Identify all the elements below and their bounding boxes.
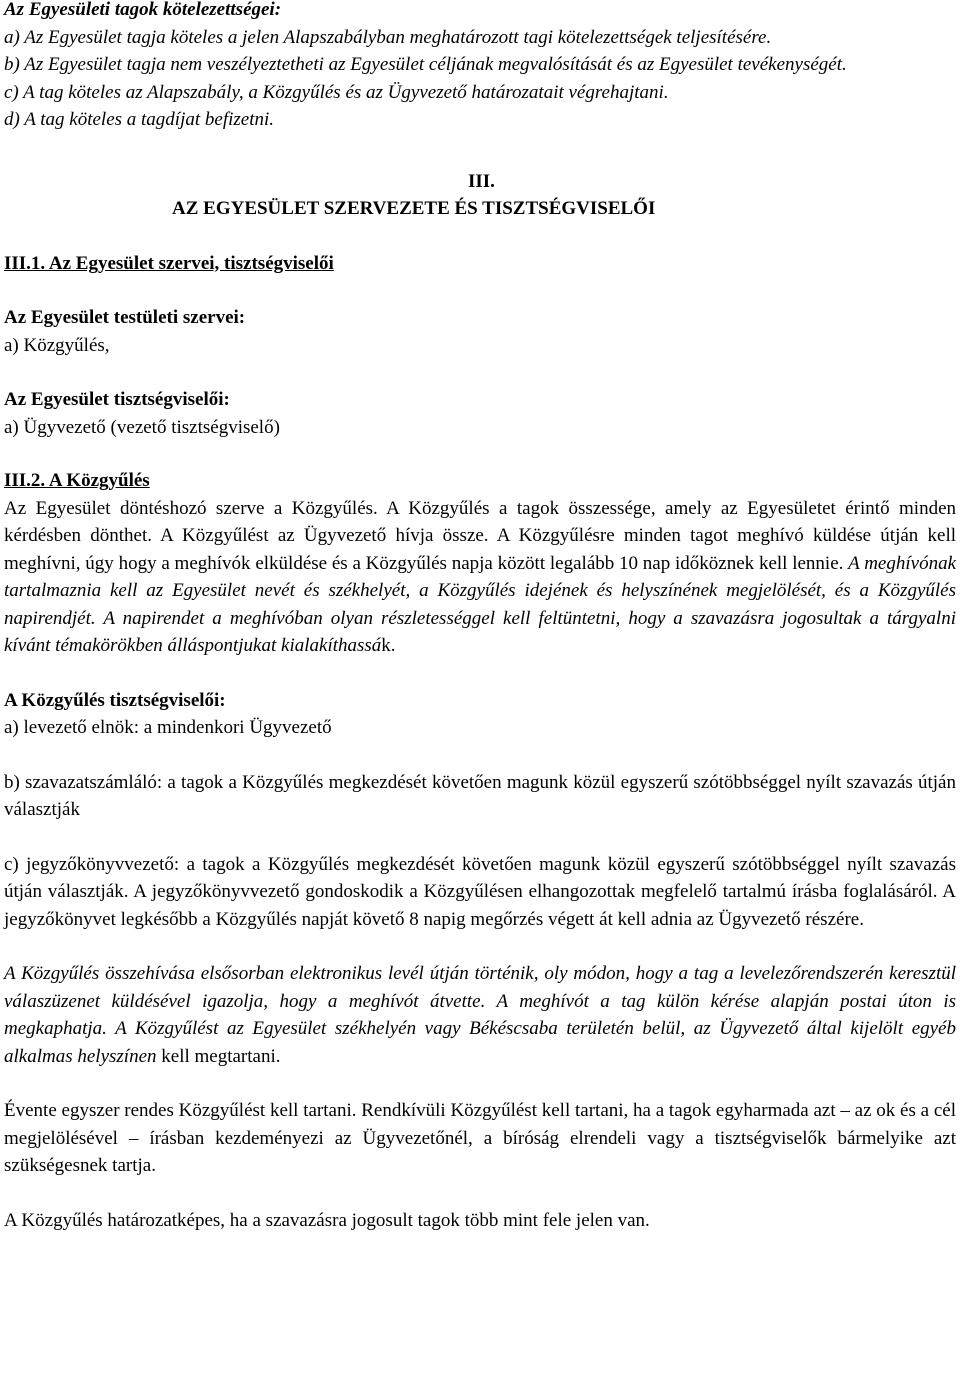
document-page xyxy=(4,0,956,1234)
p1-normal: Az Egyesület döntéshozó szerve a Közgyűlés. A Közgyűlés a tagok összessége, amely az Egyesületet érintő minden kérdésben dönthet. A Közgyűlést az Ügyvezető hívja össze. A Közgyűlésre minden tagot meghívó küldése útján kell meghívni, úgy hogy a meghívók elküldése és a Közgyűlés napja között legalább 10 nap időköznek kell lennie. xyxy=(4,497,956,574)
officers-item-a: a) Ügyvezető (vezető tisztségviselő) xyxy=(4,416,280,438)
obligation-c: c) A tag köteles az Alapszabály, a Közgyűlés és az Ügyvezető határozatait végrehajtani. xyxy=(4,81,669,103)
officers-label: Az Egyesület tisztségviselői: xyxy=(4,389,230,410)
annual-assembly-paragraph: Évente egyszer rendes Közgyűlést kell tartani. Rendkívüli Közgyűlést kell tartani, ha a tagok egyharmada azt – az ok és a cél megjelölésével – írásban kezdeményezi az Ügyvezetőnél, a bíróság elrendeli vagy a tisztségviselők bármelyike azt szükségesnek tartja. xyxy=(4,1100,956,1176)
obligations-heading: Az Egyesületi tagok kötelezettségei: xyxy=(4,0,282,20)
convene-tail: kell megtartani. xyxy=(156,1045,281,1067)
bodies-label: Az Egyesület testületi szervei: xyxy=(4,307,246,328)
obligation-d: d) A tag köteles a tagdíjat befizetni. xyxy=(4,109,275,130)
section1-heading: III.1. Az Egyesület szervei, tisztségviselői xyxy=(4,252,334,274)
section2-heading: III.2. A Közgyűlés xyxy=(4,470,150,491)
obligation-a: a) Az Egyesület tagja köteles a jelen Alapszabályban meghatározott tagi kötelezettségek teljesítésére. xyxy=(4,26,772,48)
chapter-title: AZ EGYESÜLET SZERVEZETE ÉS TISZTSÉGVISELŐI xyxy=(172,198,656,219)
p1-tail: k. xyxy=(381,635,396,656)
chapter-number: III. xyxy=(468,170,495,192)
p1-italic: A meghívónak tartalmaznia kell az Egyesület nevét és székhelyét, a Közgyűlés idejének és helyszínének megjelölését, és a Közgyűlés napirendjét. A napirendet a meghívóban olyan részletességgel kell feltüntetni, hogy a szavazásra jogosultak a tárgyalni kívánt témakörökben álláspontjukat kialakíthassá xyxy=(4,552,957,656)
convene-italic: A Közgyűlés összehívása elsősorban elektronikus levél útján történik, oly módon, hogy a tag a levelezőrendszerén keresztül válaszüzenet küldésével igazolja, hogy a meghívót átvette. A meghívót a tag külön kérése alapján postai úton is megkaphatja. A Közgyűlést az Egyesület székhelyén vagy Békéscsaba területén belül, az Ügyvezető által kijelölt egyéb alkalmas helyszínen xyxy=(4,963,956,1067)
bodies-item-a: a) Közgyűlés, xyxy=(4,334,110,356)
assembly-officer-c: c) jegyzőkönyvvezető: a tagok a Közgyűlés megkezdését követően magunk közül egyszerű szótöbbséggel nyílt szavazás útján választják. A jegyzőkönyvvezető gondoskodik a Közgyűlésen elhangozottak megfelelő tartalmú írásba foglalásáról. A jegyzőkönyvet legkésőbb a Közgyűlés napját követő 8 napig megőrzés végett át kell adnia az Ügyvezető részére. xyxy=(4,853,956,930)
assembly-officer-b: b) szavazatszámláló: a tagok a Közgyűlés megkezdését követően magunk közül egyszerű szótöbbséggel nyílt szavazás útján választják xyxy=(4,771,956,820)
assembly-officers-heading: A Közgyűlés tisztségviselői: xyxy=(4,689,226,711)
convene-paragraph xyxy=(4,960,956,1070)
section2-paragraph-1 xyxy=(4,495,956,660)
assembly-officer-a: a) levezető elnök: a mindenkori Ügyvezető xyxy=(4,717,332,738)
quorum-paragraph: A Közgyűlés határozatképes, ha a szavazásra jogosult tagok több mint fele jelen van. xyxy=(4,1209,650,1231)
obligation-b: b) Az Egyesület tagja nem veszélyeztetheti az Egyesület céljának megvalósítását és az Egyesület tevékenységét. xyxy=(4,54,847,75)
